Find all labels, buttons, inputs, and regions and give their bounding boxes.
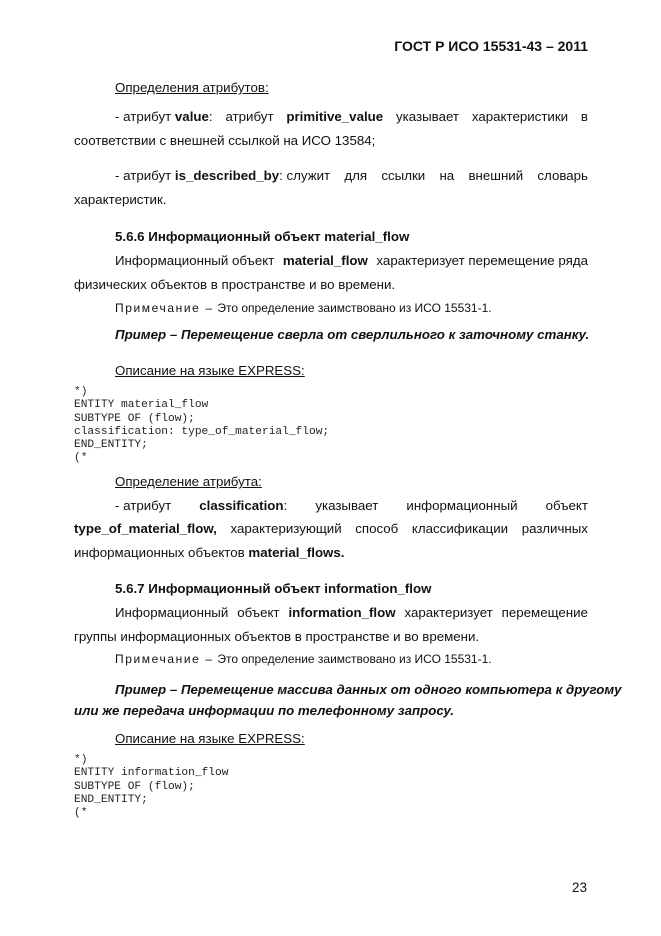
note-label: Примечание – [115, 301, 214, 315]
express-title-567: Описание на языке EXPRESS: [115, 731, 305, 746]
attr-classification: classification [199, 498, 284, 513]
described-by-definition-line1: - атрибут is_described_by: служит для ссылки на внешний словарь [115, 168, 588, 183]
code-line: SUBTYPE OF (flow); [74, 780, 195, 793]
code-line: (* [74, 807, 88, 820]
note-567 [115, 651, 492, 666]
section-5-6-7-heading: 5.6.7 Информационный объект information_flow [115, 581, 432, 596]
classification-definition-line1: - атрибут classification: указывает информационный объект [115, 498, 588, 513]
page-number: 23 [571, 880, 587, 895]
attribute-definition-title: Определение атрибута: [115, 474, 262, 489]
material-flow-paragraph-line1: Информационный объект material_flow характеризует перемещение ряда [115, 253, 588, 268]
term-information-flow: information_flow [288, 605, 396, 620]
information-flow-paragraph-line2: группы информационных объектов в пространстве и во времени. [74, 629, 480, 644]
value-definition-line1: - атрибут value: атрибут primitive_value указывает характеристики в [115, 109, 588, 124]
document-header: ГОСТ Р ИСО 15531-43 – 2011 [394, 38, 588, 54]
express-code-567 [74, 754, 228, 820]
value-definition-line2: соответствии с внешней ссылкой на ИСО 13584; [74, 133, 376, 148]
code-line: *) [74, 386, 88, 398]
term-material-flow: material_flow [282, 253, 368, 268]
material-flow-paragraph-line2: физических объектов в пространстве и во времени. [74, 277, 396, 292]
example-567-line1: Пример – Перемещение массива данных от одного компьютера к другому [115, 682, 622, 697]
code-line: SUBTYPE OF (flow); [74, 412, 195, 425]
code-line: END_ENTITY; [74, 793, 148, 806]
attr-is-described-by: is_described_by [174, 168, 280, 183]
code-line: classification: type_of_material_flow; [74, 425, 330, 438]
attribute-definitions-title: Определения атрибутов: [115, 80, 269, 95]
example-566: Пример – Перемещение сверла от сверлильного к заточному станку. [115, 327, 590, 342]
code-line: (* [74, 452, 88, 465]
code-line: ENTITY information_flow [74, 767, 229, 780]
described-by-definition-line2: характеристик. [74, 192, 167, 207]
term-material-flows: material_flows. [248, 545, 345, 560]
attr-primitive-value: primitive_value [286, 109, 384, 124]
code-line: *) [74, 754, 88, 766]
section-5-6-6-heading: 5.6.6 Информационный объект material_flow [115, 229, 410, 244]
express-title-566: Описание на языке EXPRESS: [115, 363, 305, 378]
code-line: END_ENTITY; [74, 439, 148, 452]
example-567-line2: или же передача информации по телефонному запросу. [74, 703, 455, 718]
classification-definition-line2: type_of_material_flow, характеризующий способ классификации различных [74, 521, 588, 536]
note-566 [115, 300, 492, 315]
note-label: Примечание – [115, 652, 214, 666]
attr-value: value [174, 109, 209, 124]
note-text: Это определение заимствовано из ИСО 15531-1. [217, 301, 492, 315]
code-line: ENTITY material_flow [74, 399, 209, 412]
note-text: Это определение заимствовано из ИСО 15531-1. [217, 652, 492, 666]
information-flow-paragraph-line1: Информационный объект information_flow характеризует перемещение [115, 605, 588, 620]
term-type-of-material-flow: type_of_material_flow, [74, 521, 217, 536]
classification-definition-line3: информационных объектов material_flows. [74, 545, 345, 560]
express-code-566 [74, 386, 329, 466]
